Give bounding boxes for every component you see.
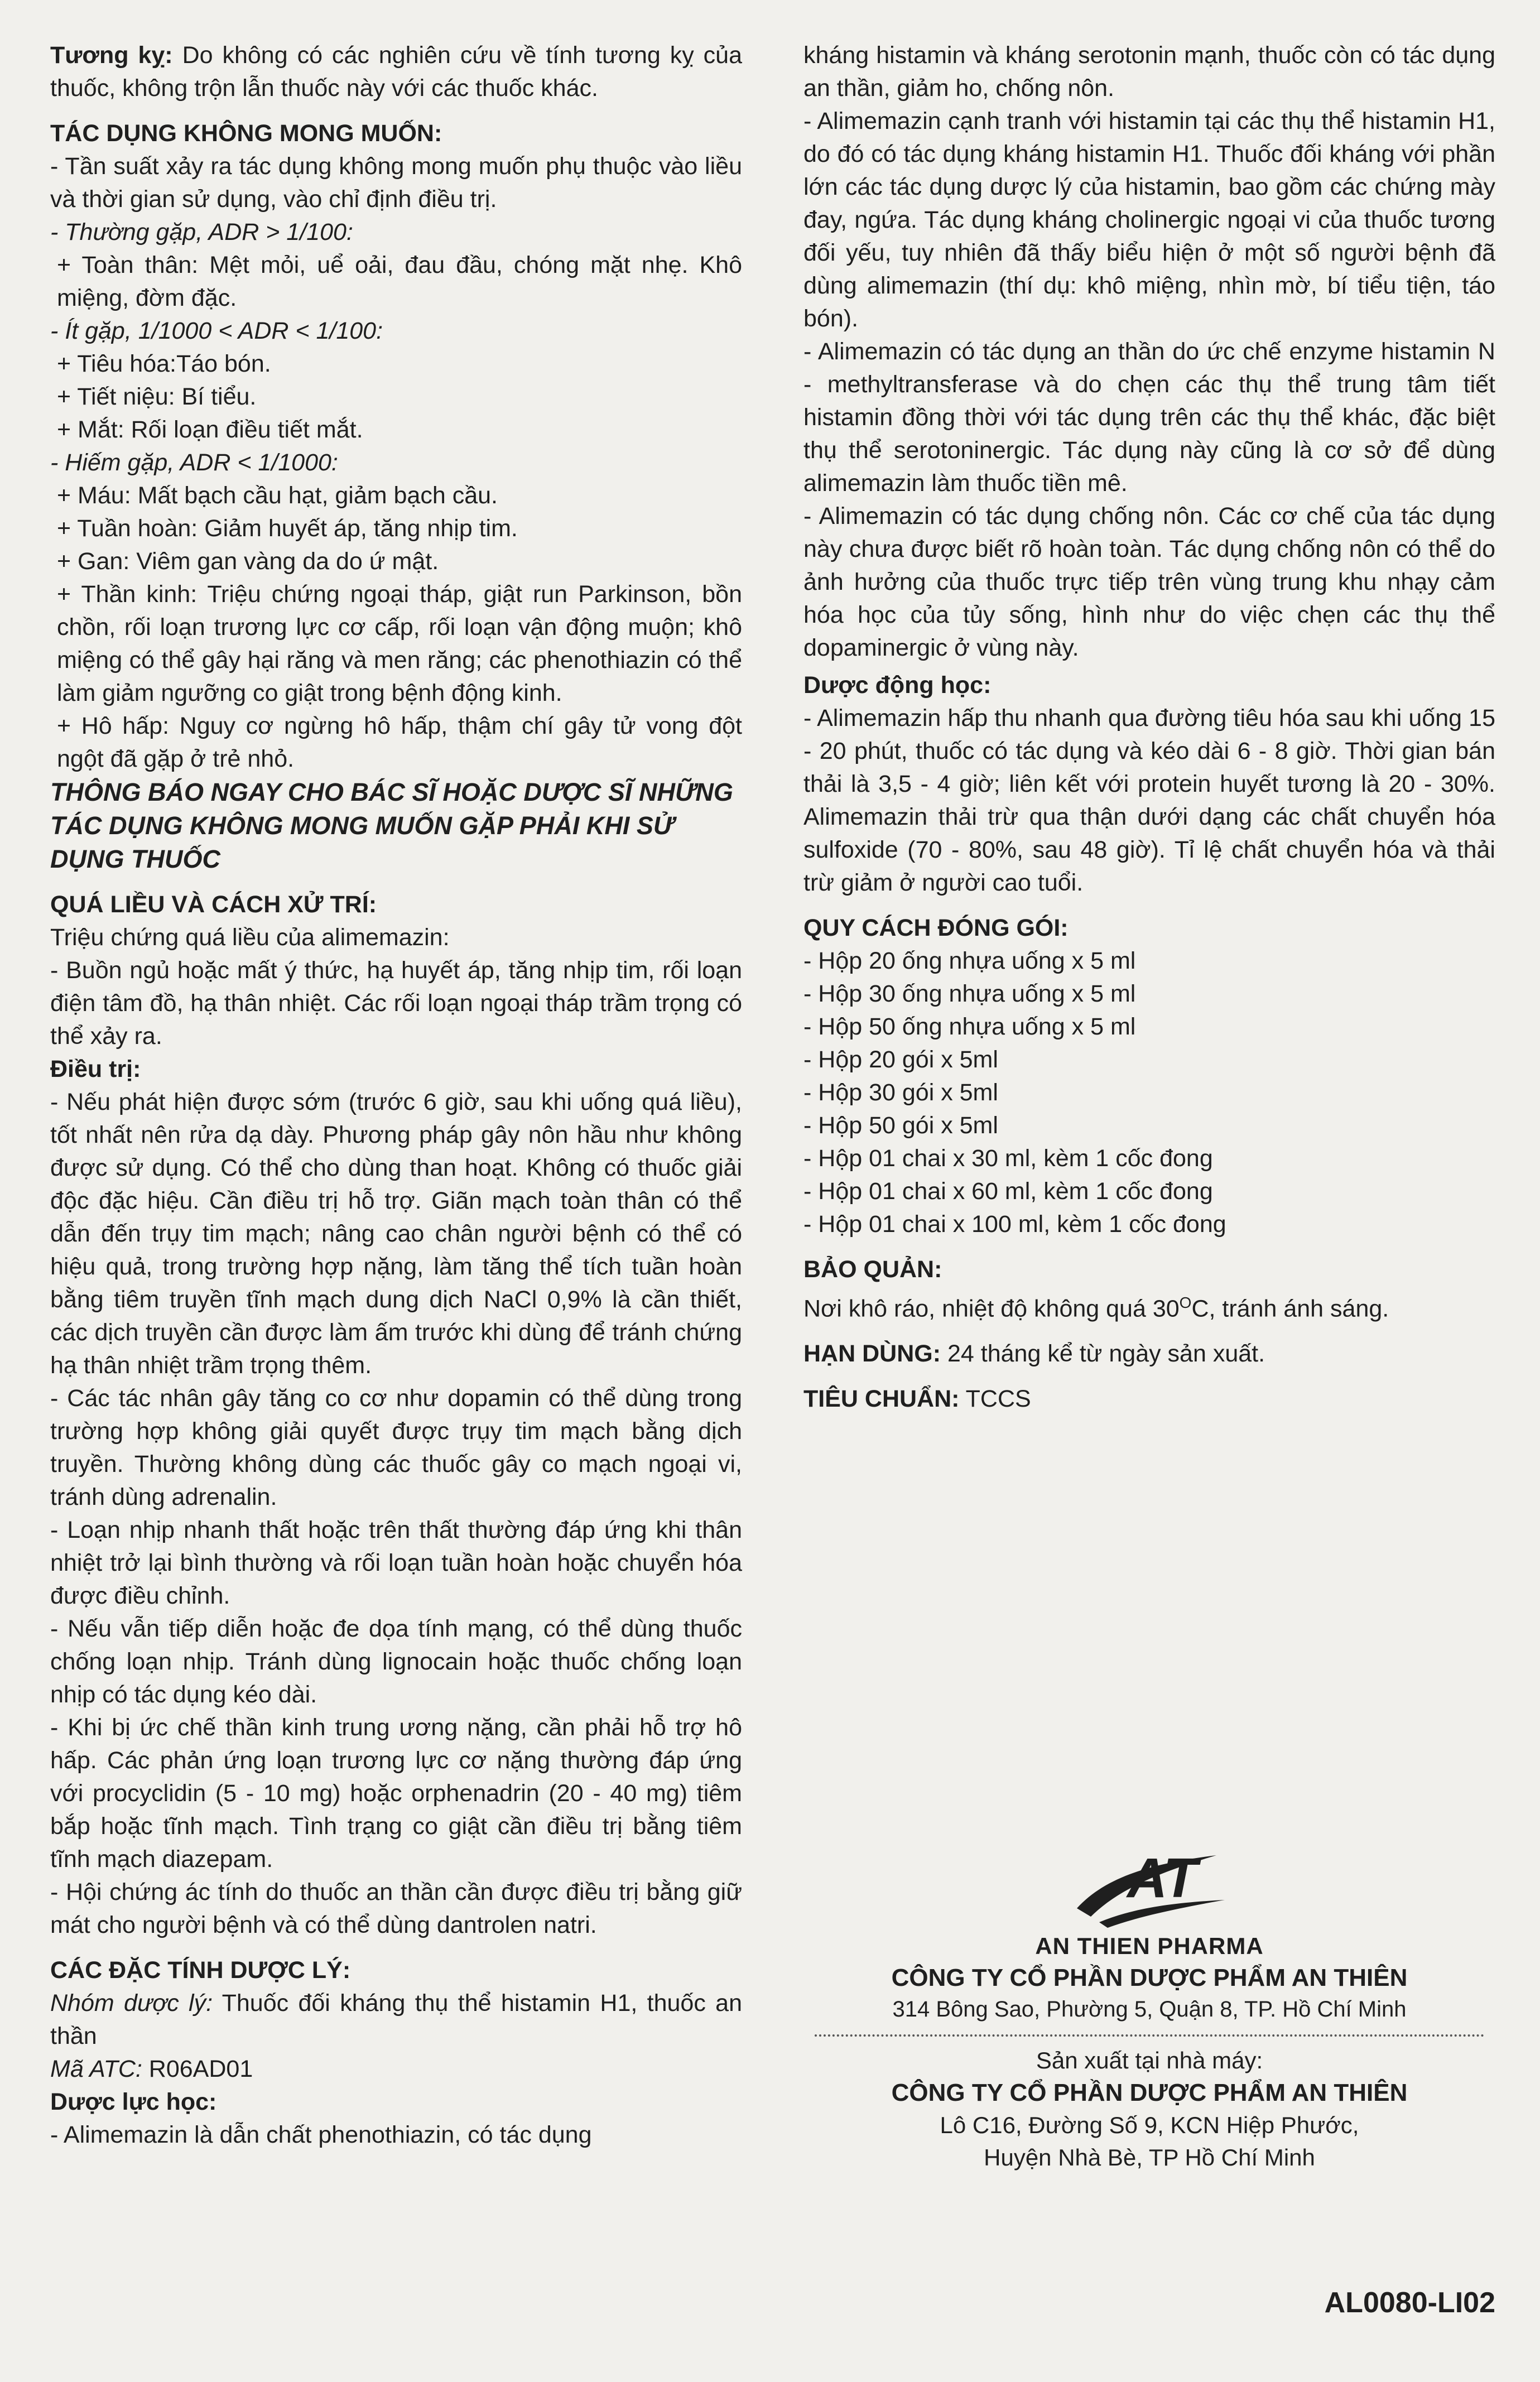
compatibility-paragraph bbox=[50, 39, 742, 105]
right-column bbox=[803, 39, 1495, 1416]
compatibility-text: Do không có các nghiên cứu về tính tương kỵ của thuốc, không trộn lẫn thuốc này với các thuốc khác. bbox=[50, 42, 742, 102]
storage-heading: BẢO QUẢN: bbox=[803, 1256, 942, 1283]
pharmacology-group-label: Nhóm dược lý: bbox=[50, 1990, 213, 2017]
made-at-label: Sản xuất tại nhà máy: bbox=[1036, 2047, 1263, 2073]
factory-address-line-1: Lô C16, Đường Số 9, KCN Hiệp Phước, bbox=[940, 2112, 1359, 2138]
treatment-item: - Các tác nhân gây tăng co cơ như dopamin có thể dùng trong trường hợp không giải quyết được trụy tim mạch bằng dịch truyền. Thường không dùng các thuốc gây co mạch ngoại vi, tránh dùng adrenalin. bbox=[50, 1385, 742, 1510]
storage-text-a: Nơi khô ráo, nhiệt độ không quá 30 bbox=[803, 1295, 1180, 1322]
adr-common-item: + Toàn thân: Mệt mỏi, uể oải, đau đầu, chóng mặt nhẹ. Khô miệng, đờm đặc. bbox=[57, 252, 742, 311]
packaging-item: - Hộp 01 chai x 60 ml, kèm 1 cốc đong bbox=[803, 1178, 1213, 1205]
standard-line bbox=[803, 1383, 1495, 1416]
packaging-item: - Hộp 01 chai x 30 ml, kèm 1 cốc đong bbox=[803, 1145, 1213, 1172]
packaging-item: - Hộp 01 chai x 100 ml, kèm 1 cốc đong bbox=[803, 1211, 1226, 1238]
storage-text bbox=[803, 1286, 1495, 1325]
atc-code bbox=[50, 2053, 742, 2086]
dotted-divider bbox=[815, 2034, 1484, 2037]
storage-text-b: C, tránh ánh sáng. bbox=[1191, 1295, 1389, 1322]
packaging-item: - Hộp 20 ống nhựa uống x 5 ml bbox=[803, 947, 1136, 974]
pharmacodynamics-item: - Alimemazin có tác dụng chống nôn. Các cơ chế của tác dụng này chưa được biết rõ hoàn toàn. Tác dụng chống nôn có thể do ảnh hưởng của thuốc trực tiếp trên vùng trung khu nhạy cảm hóa học của tủy sống, hình như do việc chẹn các thụ thể dopaminergic ở vùng này. bbox=[803, 503, 1495, 661]
left-column bbox=[50, 39, 742, 2152]
adr-rare-item: + Gan: Viêm gan vàng da do ứ mật. bbox=[57, 548, 439, 575]
treatment-item: - Nếu phát hiện được sớm (trước 6 giờ, sau khi uống quá liều), tốt nhất nên rửa dạ dày. Phương pháp gây nôn hầu như không được sử dụng. Có thể cho dùng than hoạt. Không có thuốc giải độc đặc hiệu. Cần điều trị hỗ trợ. Giãn mạch toàn thân có thể dẫn đến trụy tim mạch; nâng cao chân người bệnh có thể có hiệu quả, trong trường hợp nặng, làm tăng thể tích tuần hoàn bằng tiêm truyền tĩnh mạch dung dịch NaCl 0,9% là cần thiết, các dịch truyền cần được làm ấm trước khi dùng để tránh chứng hạ thân nhiệt trầm trọng thêm. bbox=[50, 1089, 742, 1379]
treatment-item: - Hội chứng ác tính do thuốc an thần cần được điều trị bằng giữ mát cho người bệnh và có thể dùng dantrolen natri. bbox=[50, 1879, 742, 1938]
packaging-item: - Hộp 30 ống nhựa uống x 5 ml bbox=[803, 980, 1136, 1007]
pharmacology-group-text: Thuốc đối kháng thụ thể histamin H1, thuốc an thần bbox=[50, 1990, 742, 2049]
treatment-item: - Khi bị ức chế thần kinh trung ương nặng, cần phải hỗ trợ hô hấp. Các phản ứng loạn trương lực cơ nặng thường đáp ứng với procyclidin (5 - 10 mg) hoặc orphenadrin (20 - 40 mg) tiêm bắp hoặc tĩnh mạch. Tình trạng co giật cần điều trị bằng tiêm tĩnh mạch diazepam. bbox=[50, 1714, 742, 1873]
treatment-item: - Loạn nhịp nhanh thất hoặc trên thất thường đáp ứng khi thân nhiệt trở lại bình thường và rối loạn tuần hoàn hoặc chuyển hóa được điều chỉnh. bbox=[50, 1517, 742, 1609]
pharmacology-heading: CÁC ĐẶC TÍNH DƯỢC LÝ: bbox=[50, 1957, 351, 1984]
expiry-line bbox=[803, 1337, 1495, 1370]
packaging-heading: QUY CÁCH ĐÓNG GÓI: bbox=[803, 915, 1069, 941]
overdose-symptoms-intro: Triệu chứng quá liều của alimemazin: bbox=[50, 924, 450, 951]
overdose-symptoms: - Buồn ngủ hoặc mất ý thức, hạ huyết áp, tăng nhịp tim, rối loạn điện tâm đồ, hạ thân nhiệt. Các rối loạn ngoại tháp trầm trọng có thể xảy ra. bbox=[50, 957, 742, 1050]
compatibility-label: Tương kỵ: bbox=[50, 42, 173, 69]
standard-label: TIÊU CHUẨN: bbox=[803, 1385, 960, 1413]
document-code: AL0080-LI02 bbox=[1324, 2287, 1495, 2319]
adr-rare-item: + Máu: Mất bạch cầu hạt, giảm bạch cầu. bbox=[57, 482, 498, 509]
overdose-heading: QUÁ LIỀU VÀ CÁCH XỬ TRÍ: bbox=[50, 891, 377, 918]
adr-rare-label: - Hiếm gặp, ADR < 1/1000: bbox=[50, 449, 338, 476]
adr-uncommon-item: + Tiêu hóa:Táo bón. bbox=[57, 350, 271, 377]
company-address: 314 Bông Sao, Phường 5, Quận 8, TP. Hồ Chí Minh bbox=[892, 1997, 1407, 2022]
pharmacodynamics-heading: Dược lực học: bbox=[50, 2089, 217, 2115]
pharmacology-group bbox=[50, 1987, 742, 2053]
pharmacodynamics-continued: kháng histamin và kháng serotonin mạnh, thuốc còn có tác dụng an thần, giảm ho, chống nôn. bbox=[803, 42, 1495, 102]
adr-rare-item: + Hô hấp: Nguy cơ ngừng hô hấp, thậm chí gây tử vong đột ngột đã gặp ở trẻ nhỏ. bbox=[57, 713, 742, 772]
brand-name: AN THIEN PHARMA bbox=[1035, 1933, 1264, 1959]
adr-heading: TÁC DỤNG KHÔNG MONG MUỐN: bbox=[50, 120, 442, 147]
factory-company-name: CÔNG TY CỔ PHẦN DƯỢC PHẨM AN THIÊN bbox=[891, 2079, 1408, 2106]
pharmacodynamics-item: - Alimemazin có tác dụng an thần do ức chế enzyme histamin N - methyltransferase và do chẹn các thụ thể trung tâm tiết histamin đồng thời với tác dụng trên các thụ thể khác, đặc biệt thụ thể serotoninergic. Tác dụng này cũng là cơ sở để dùng alimemazin làm thuốc tiền mê. bbox=[803, 338, 1495, 497]
treatment-heading: Điều trị: bbox=[50, 1056, 141, 1082]
manufacturer-block bbox=[803, 1825, 1495, 2174]
standard-text: TCCS bbox=[965, 1385, 1031, 1413]
expiry-text: 24 tháng kể từ ngày sản xuất. bbox=[947, 1340, 1265, 1368]
packaging-item: - Hộp 50 ống nhựa uống x 5 ml bbox=[803, 1013, 1136, 1040]
company-logo-icon bbox=[1066, 1825, 1233, 1931]
packaging-item: - Hộp 20 gói x 5ml bbox=[803, 1046, 998, 1073]
treatment-item: - Nếu vẫn tiếp diễn hoặc đe dọa tính mạng, có thể dùng thuốc chống loạn nhịp. Tránh dùng lignocain hoặc thuốc chống loạn nhịp có tác dụng kéo dài. bbox=[50, 1615, 742, 1708]
adr-uncommon-item: + Tiết niệu: Bí tiểu. bbox=[57, 383, 257, 410]
pharmacodynamics-item: - Alimemazin cạnh tranh với histamin tại các thụ thể histamin H1, do đó có tác dụng kháng histamin H1. Thuốc đối kháng với phần lớn các tác dụng dược lý của histamin, bao gồm các chứng mày đay, ngứa. Tác dụng kháng cholinergic ngoại vi của thuốc tương đối yếu, tuy nhiên đã thấy biểu hiện ở một số người bệnh đã dùng alimemazin (thí dụ: khô miệng, nhìn mờ, bí tiểu tiện, táo bón). bbox=[803, 108, 1495, 332]
pharmacokinetics-text: - Alimemazin hấp thu nhanh qua đường tiêu hóa sau khi uống 15 - 20 phút, thuốc có tác dụng và kéo dài 6 - 8 giờ. Thời gian bán thải là 3,5 - 4 giờ; liên kết với protein huyết tương là 20 - 30%. Alimemazin thải trừ qua thận dưới dạng các chất chuyển hóa sulfoxide (70 - 80%, sau 48 giờ). Tỉ lệ chất chuyển hóa và thải trừ giảm ở người cao tuổi. bbox=[803, 705, 1495, 896]
adr-rare-item: + Thần kinh: Triệu chứng ngoại tháp, giật run Parkinson, bồn chồn, rối loạn trương lực cơ cấp, rối loạn vận động muộn; khô miệng có thể gây hại răng và men răng; các phenothiazin có thể làm giảm ngưỡng co giật trong bệnh động kinh. bbox=[57, 581, 742, 706]
pharmacokinetics-heading: Dược động học: bbox=[803, 672, 992, 699]
packaging-item: - Hộp 50 gói x 5ml bbox=[803, 1112, 998, 1139]
packaging-item: - Hộp 30 gói x 5ml bbox=[803, 1079, 998, 1106]
storage-degree-sup: O bbox=[1179, 1294, 1192, 1311]
atc-value: R06AD01 bbox=[148, 2056, 253, 2082]
adr-common-label: - Thường gặp, ADR > 1/100: bbox=[50, 219, 353, 246]
expiry-label: HẠN DÙNG: bbox=[803, 1340, 941, 1368]
atc-label: Mã ATC: bbox=[50, 2056, 142, 2082]
factory-address-line-2: Huyện Nhà Bè, TP Hồ Chí Minh bbox=[984, 2144, 1315, 2171]
company-name: CÔNG TY CỔ PHẦN DƯỢC PHẨM AN THIÊN bbox=[891, 1964, 1408, 1991]
logo-letters: AT bbox=[1127, 1847, 1197, 1909]
adr-notice: THÔNG BÁO NGAY CHO BÁC SĨ HOẶC DƯỢC SĨ NHỮNG TÁC DỤNG KHÔNG MONG MUỐN GẶP PHẢI KHI SỬ DỤNG THUỐC bbox=[50, 778, 733, 873]
adr-intro: - Tần suất xảy ra tác dụng không mong muốn phụ thuộc vào liều và thời gian sử dụng, vào chỉ định điều trị. bbox=[50, 153, 742, 213]
pharmacodynamics-first-line: - Alimemazin là dẫn chất phenothiazin, có tác dụng bbox=[50, 2121, 592, 2148]
adr-uncommon-label: - Ít gặp, 1/1000 < ADR < 1/100: bbox=[50, 317, 383, 344]
adr-rare-item: + Tuần hoàn: Giảm huyết áp, tăng nhịp tim. bbox=[57, 515, 518, 542]
adr-uncommon-item: + Mắt: Rối loạn điều tiết mắt. bbox=[57, 416, 363, 443]
